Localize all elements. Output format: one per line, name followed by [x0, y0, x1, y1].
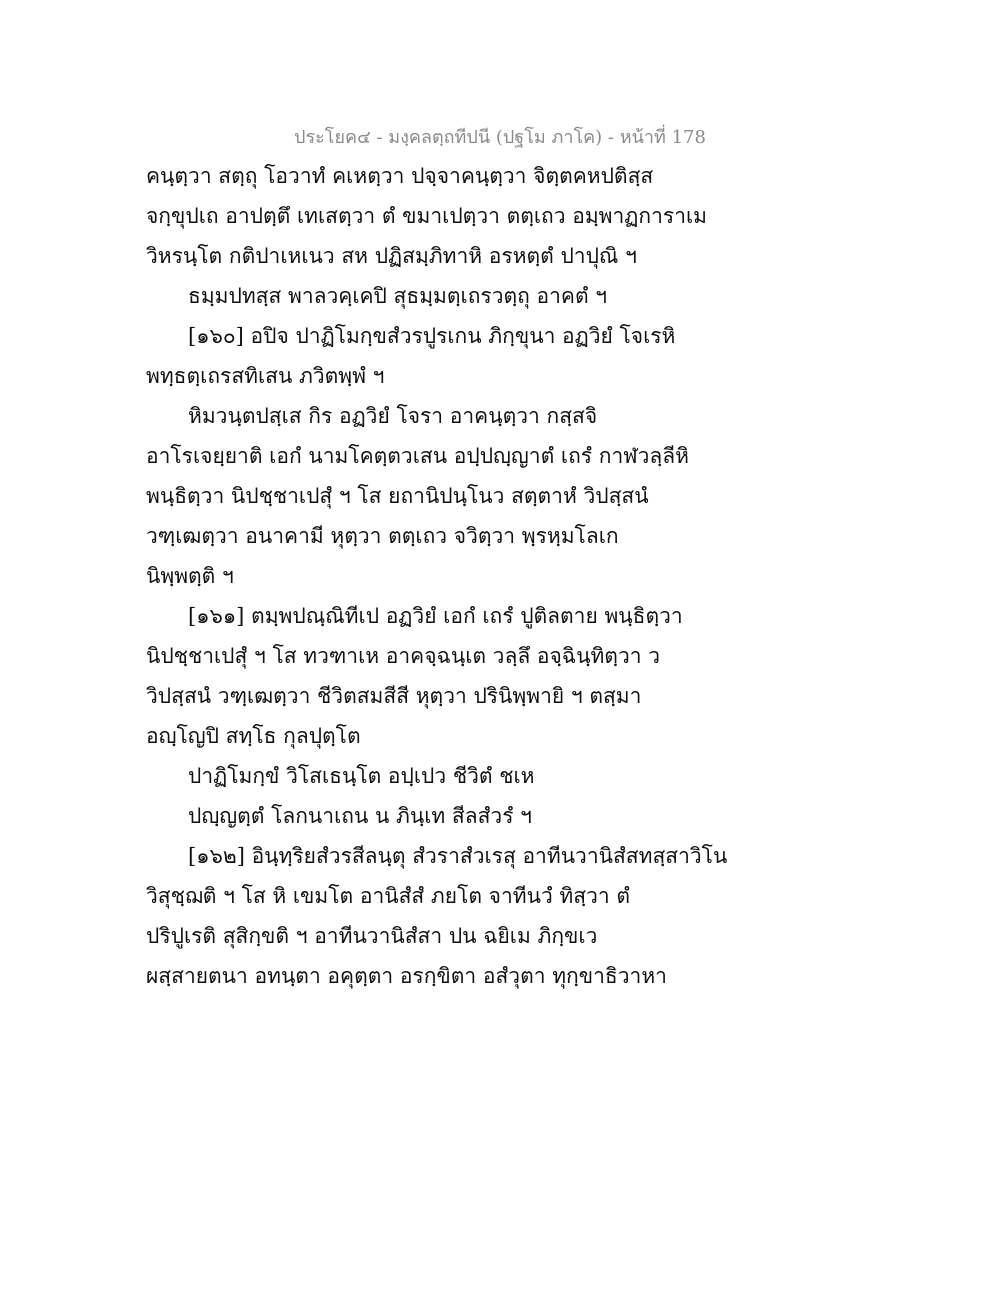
text-line: [๑๖๒] อินฺทฺริยสํวรสีลนฺตุ สํวราสํวเรสุ อาทีนวานิสํสทสฺสาวิโน [188, 844, 728, 868]
text-line: จกฺขุปเถ อาปตฺตึ เทเสตฺวา ตํ ขมาเปตฺวา ตตฺเถว อมฺพาฏการาเม [146, 204, 708, 228]
text-line: ผสฺสายตนา อทนฺตา อคุตฺตา อรกฺขิตา อสํวุตา ทุกฺขาธิวาหา [146, 964, 667, 988]
text-line: อญฺโญปิ สทฺโธ กุลปุตฺโต [146, 724, 361, 748]
text-line: พนฺธิตฺวา นิปชฺชาเปสุํ ฯ โส ยถานิปนฺโนว สตฺตาหํ วิปสฺสนํ [146, 484, 649, 508]
text-line: อาโรเจยฺยาติ เอกํ นามโคตฺตวเสน อปฺปญฺญาตํ เถรํ กาฬวลฺลีหิ [146, 444, 689, 468]
body-text [146, 156, 866, 996]
text-line: วิสุชฺฌติ ฯ โส หิ เขมโต อานิสํสํ ภยโต จาทีนวํ ทิสฺวา ตํ [146, 884, 630, 908]
text-line: ธมฺมปทสฺส พาลวคฺเคปิ สุธมฺมตฺเถรวตฺถุ อาคตํ ฯ [188, 284, 608, 308]
text-line: นิปชฺชาเปสุํ ฯ โส ทวฑาเห อาคจฺฉนฺเต วลฺลึ อจฺฉินฺทิตฺวา ว [146, 644, 660, 668]
text-line: ปญฺญตฺตํ โลกนาเถน น ภินฺเท สีลสํวรํ ฯ [188, 804, 532, 828]
text-line: คนฺตฺวา สตฺถุ โอวาทํ คเหตฺวา ปจฺจาคนฺตฺวา จิตฺตคหปติสฺส [146, 164, 654, 188]
running-header: ประโยค๔ - มงฺคลตฺถทีปนี (ปฐโม ภาโค) - หน้าที่ 178 [294, 127, 706, 148]
text-line: พทฺธตฺเถรสทิเสน ภวิตพฺพํ ฯ [146, 364, 385, 388]
text-line: หิมวนฺตปสฺเส กิร อฏวิยํ โจรา อาคนฺตฺวา กสฺสจิ [188, 404, 598, 428]
text-line: [๑๖๑] ตมฺพปณฺณิทีเป อฏวิยํ เอกํ เถรํ ปูติลตาย พนฺธิตฺวา [188, 604, 683, 628]
text-line: นิพฺพตฺติ ฯ [146, 564, 234, 588]
text-line: วิปสฺสนํ วฑฺเฒตฺวา ชีวิตสมสีสี หุตฺวา ปรินิพฺพายิ ฯ ตสฺมา [146, 684, 642, 708]
text-line: วฑฺเฒตฺวา อนาคามี หุตฺวา ตตฺเถว จวิตฺวา พฺรหฺมโลเก [146, 524, 619, 548]
text-line: ปริปูเรติ สุสิกฺขติ ฯ อาทีนวานิสํสา ปน ฉยิเม ภิกฺขเว [146, 924, 598, 948]
text-line: ปาฏิโมกฺขํ วิโสเธนฺโต อปฺเปว ชีวิตํ ชเห [188, 764, 535, 788]
text-line: วิหรนฺโต กติปาเหเนว สห ปฏิสมฺภิทาหิ อรหตฺตํ ปาปุณิ ฯ [146, 244, 637, 268]
text-line: [๑๖๐] อปิจ ปาฏิโมกฺขสํวรปูรเกน ภิกฺขุนา อฏวิยํ โจเรหิ [188, 324, 676, 348]
